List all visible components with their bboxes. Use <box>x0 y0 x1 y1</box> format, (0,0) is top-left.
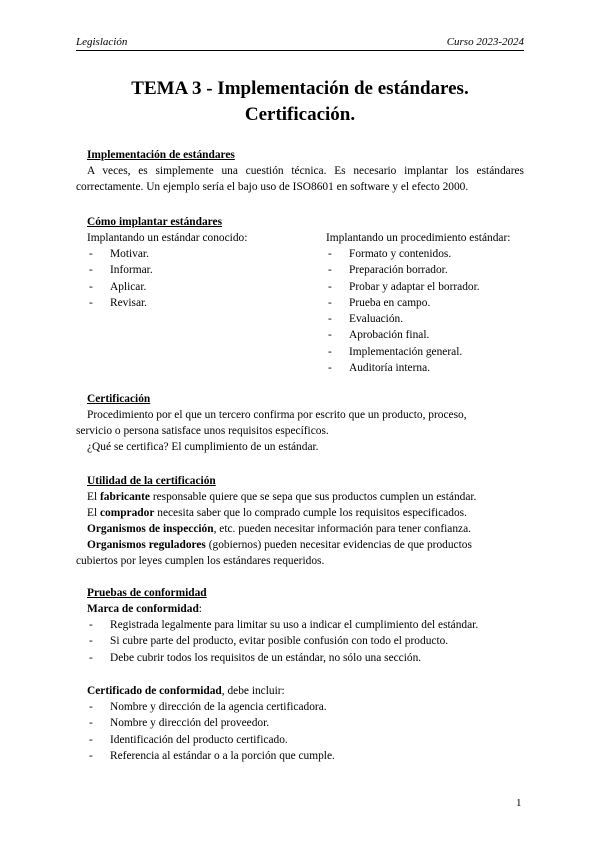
section-heading-como-implantar: Cómo implantar estándares <box>87 216 223 228</box>
certificado-conformidad-label: Certificado de conformidad, debe incluir: <box>87 685 285 697</box>
list-item: - Nombre y dirección del proveedor. <box>87 715 335 731</box>
list-item: - Prueba en campo. <box>326 295 526 311</box>
title-line-2: Certificación. <box>244 104 356 125</box>
left-list <box>87 246 317 311</box>
list-item: - Formato y contenidos. <box>326 246 526 262</box>
header-left: Legislación <box>76 36 128 48</box>
column-label: Implantando un estándar conocido: <box>87 232 248 244</box>
list-item: - Aprobación final. <box>326 327 526 343</box>
certificacion-definition: Procedimiento por el que un tercero confirma por escrito que un producto, proceso, servicio o persona satisface unos requisitos específicos. <box>76 409 467 437</box>
title-line-1: TEMA 3 - Implementación de estándares. <box>131 78 469 99</box>
list-item: - Registrada legalmente para limitar su uso a indicar el cumplimiento del estándar. <box>87 617 478 633</box>
list-item: - Implementación general. <box>326 344 526 360</box>
implementacion-text: A veces, es simplemente una cuestión técnica. Es necesario implantar los estándares correctamente. Un ejemplo sería el bajo uso de ISO8601 en software y el efecto 2000. <box>76 165 524 193</box>
utilidad-comprador: El comprador necesita saber que lo comprado cumple los requisitos especificados. <box>87 507 467 519</box>
list-item: - Referencia al estándar o a la porción que cumple. <box>87 748 335 764</box>
list-item: - Si cubre parte del producto, evitar posible confusión con todo el producto. <box>87 633 478 649</box>
list-item: - Auditoría interna. <box>326 360 526 376</box>
section-heading-implementacion: Implementación de estándares <box>87 149 235 161</box>
section-heading-certificacion: Certificación <box>87 393 151 405</box>
page-number: 1 <box>516 797 522 809</box>
page-title <box>76 76 524 128</box>
utilidad-inspeccion: Organismos de inspección, etc. pueden necesitar información para tener confianza. <box>87 523 471 535</box>
list-item: - Evaluación. <box>326 311 526 327</box>
list-item: - Probar y adaptar el borrador. <box>326 279 526 295</box>
column-label: Implantando un procedimiento estándar: <box>326 232 511 244</box>
list-item: - Revisar. <box>87 295 317 311</box>
utilidad-reguladores: Organismos reguladores (gobiernos) pueden necesitar evidencias de que productos cubiertos por leyes cumplen los estándares requeridos. <box>76 539 472 567</box>
section-heading-utilidad: Utilidad de la certificación <box>87 475 216 487</box>
utilidad-fabricante: El fabricante responsable quiere que se sepa que sus productos cumplen un estándar. <box>87 491 477 503</box>
list-item: - Informar. <box>87 262 317 278</box>
certificado-conformidad-list <box>87 699 335 764</box>
column-procedimiento-estandar <box>326 230 526 376</box>
list-item: - Nombre y dirección de la agencia certificadora. <box>87 699 335 715</box>
section-heading-pruebas: Pruebas de conformidad <box>87 587 207 599</box>
list-item: - Preparación borrador. <box>326 262 526 278</box>
list-item: - Identificación del producto certificado. <box>87 732 335 748</box>
certificacion-question: ¿Qué se certifica? El cumplimiento de un estándar. <box>87 441 319 453</box>
list-item: - Debe cubrir todos los requisitos de un estándar, no sólo una sección. <box>87 650 478 666</box>
list-item: - Motivar. <box>87 246 317 262</box>
right-list <box>326 246 526 376</box>
column-estandar-conocido <box>87 230 317 311</box>
list-item: - Aplicar. <box>87 279 317 295</box>
header-rule <box>76 50 524 51</box>
marca-conformidad-label: Marca de conformidad: <box>87 603 202 615</box>
marca-conformidad-list <box>87 617 478 666</box>
header-right: Curso 2023-2024 <box>446 36 524 48</box>
